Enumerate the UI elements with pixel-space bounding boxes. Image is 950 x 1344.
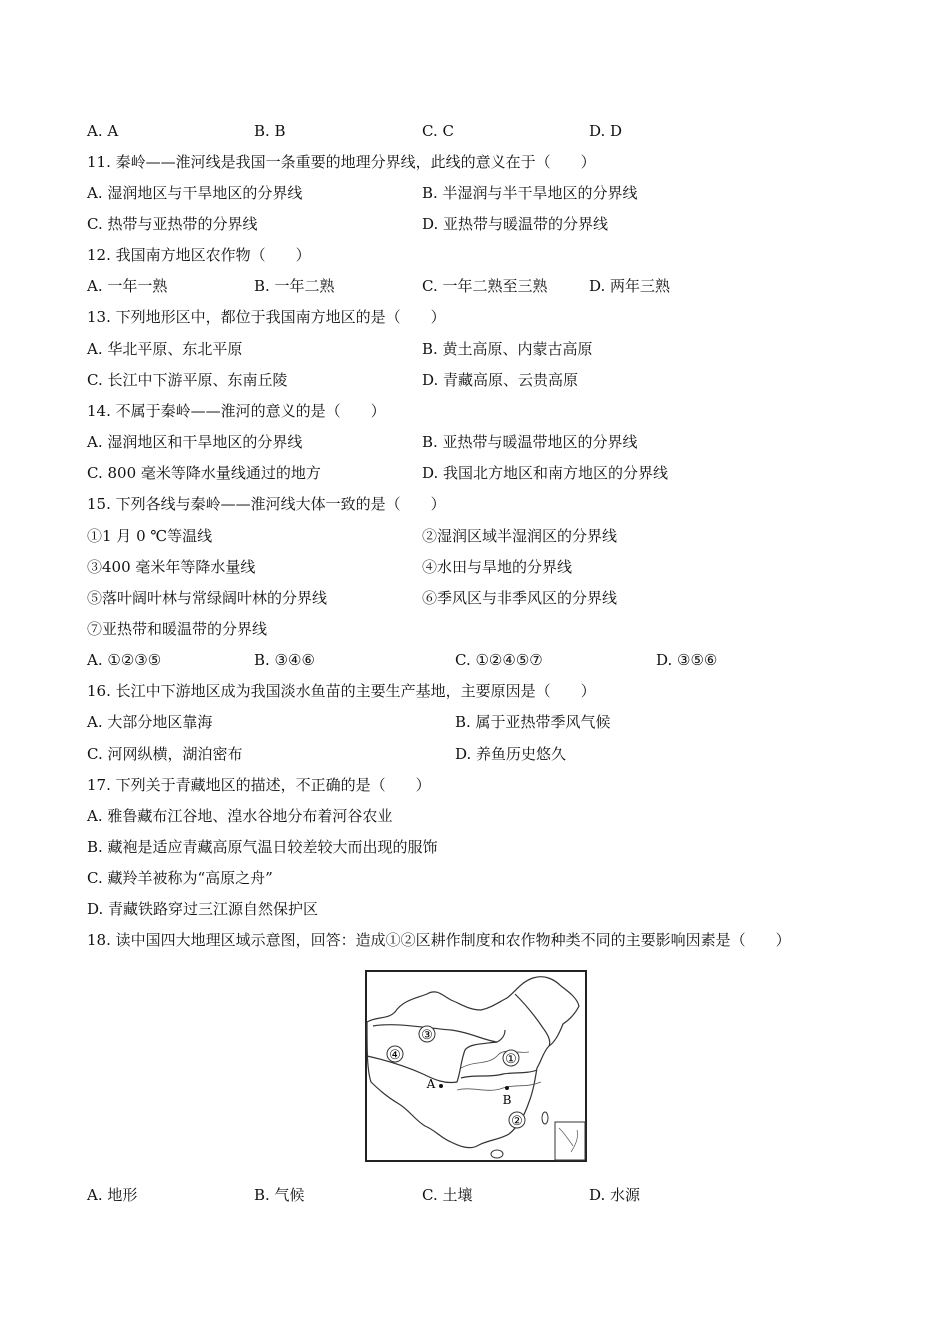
map-label-region-3: ③ (421, 1028, 433, 1043)
china-regions-map (365, 970, 587, 1162)
q13-option-c: C. 长江中下游平原、东南丘陵 (87, 371, 288, 389)
q15-statement-3: ③400 毫米年等降水量线 (87, 558, 256, 576)
q12-option-d: D. 两年三熟 (589, 277, 671, 295)
q15-statement-6: ⑥季风区与非季风区的分界线 (422, 589, 618, 607)
q15-statement-1: ①1 月 0 ℃等温线 (87, 527, 213, 545)
q12-option-a: A. 一年一熟 (87, 277, 168, 295)
q16-option-a: A. 大部分地区靠海 (87, 713, 213, 731)
q10-option-b: B. B (254, 122, 286, 140)
q13-option-b: B. 黄土高原、内蒙古高原 (422, 340, 593, 358)
q15-option-c: C. ①②④⑤⑦ (455, 651, 543, 669)
q18-stem: 18. 读中国四大地理区域示意图，回答：造成①②区耕作制度和农作物种类不同的主要影响因素是（ ） (87, 931, 791, 949)
q18-option-b: B. 气候 (254, 1186, 305, 1204)
q16-option-b: B. 属于亚热带季风气候 (455, 713, 611, 731)
q18-option-c: C. 土壤 (422, 1186, 473, 1204)
q14-option-c: C. 800 毫米等降水量线通过的地方 (87, 464, 321, 482)
q17-option-d: D. 青藏铁路穿过三江源自然保护区 (87, 900, 319, 918)
q15-option-b: B. ③④⑥ (254, 651, 315, 669)
q12-option-b: B. 一年二熟 (254, 277, 335, 295)
map-label-region-4: ④ (389, 1048, 401, 1063)
q15-stem: 15. 下列各线与秦岭——淮河线大体一致的是（ ） (87, 495, 446, 513)
q14-stem: 14. 不属于秦岭——淮河的意义的是（ ） (87, 402, 386, 420)
q13-stem: 13. 下列地形区中，都位于我国南方地区的是（ ） (87, 308, 446, 326)
q14-option-b: B. 亚热带与暖温带地区的分界线 (422, 433, 638, 451)
q18-option-a: A. 地形 (87, 1186, 138, 1204)
q15-statement-5: ⑤落叶阔叶林与常绿阔叶林的分界线 (87, 589, 328, 607)
q17-option-b: B. 藏袍是适应青藏高原气温日较差较大而出现的服饰 (87, 838, 438, 856)
q16-option-c: C. 河网纵横，湖泊密布 (87, 745, 243, 763)
q10-option-d: D. D (589, 122, 623, 140)
q16-stem: 16. 长江中下游地区成为我国淡水鱼苗的主要生产基地，主要原因是（ ） (87, 682, 596, 700)
q17-option-c: C. 藏羚羊被称为“高原之舟” (87, 869, 273, 887)
q15-statement-7: ⑦亚热带和暖温带的分界线 (87, 620, 268, 638)
q11-option-a: A. 湿润地区与干旱地区的分界线 (87, 184, 303, 202)
q16-option-d: D. 养鱼历史悠久 (455, 745, 567, 763)
q13-option-d: D. 青藏高原、云贵高原 (422, 371, 579, 389)
q11-option-c: C. 热带与亚热带的分界线 (87, 215, 258, 233)
map-label-region-1: ① (505, 1052, 517, 1067)
q15-option-a: A. ①②③⑤ (87, 651, 162, 669)
q14-option-d: D. 我国北方地区和南方地区的分界线 (422, 464, 669, 482)
q11-option-d: D. 亚热带与暖温带的分界线 (422, 215, 609, 233)
map-label-region-2: ② (511, 1114, 523, 1129)
q10-option-c: C. C (422, 122, 454, 140)
q11-stem: 11. 秦岭——淮河线是我国一条重要的地理分界线，此线的意义在于（ ） (87, 153, 596, 171)
map-label-point-b: B (502, 1093, 512, 1107)
q12-stem: 12. 我国南方地区农作物（ ） (87, 246, 311, 264)
q15-statement-2: ②湿润区域半湿润区的分界线 (422, 527, 618, 545)
map-label-point-a: A (426, 1077, 436, 1091)
q13-option-a: A. 华北平原、东北平原 (87, 340, 243, 358)
q15-option-d: D. ③⑤⑥ (656, 651, 718, 669)
q15-statement-4: ④水田与旱地的分界线 (422, 558, 573, 576)
q12-option-c: C. 一年二熟至三熟 (422, 277, 548, 295)
q18-option-d: D. 水源 (589, 1186, 641, 1204)
q11-option-b: B. 半湿润与半干旱地区的分界线 (422, 184, 638, 202)
q10-option-a: A. A (87, 122, 119, 140)
q14-option-a: A. 湿润地区和干旱地区的分界线 (87, 433, 303, 451)
q17-option-a: A. 雅鲁藏布江谷地、湟水谷地分布着河谷农业 (87, 807, 393, 825)
q17-stem: 17. 下列关于青藏地区的描述，不正确的是（ ） (87, 776, 431, 794)
